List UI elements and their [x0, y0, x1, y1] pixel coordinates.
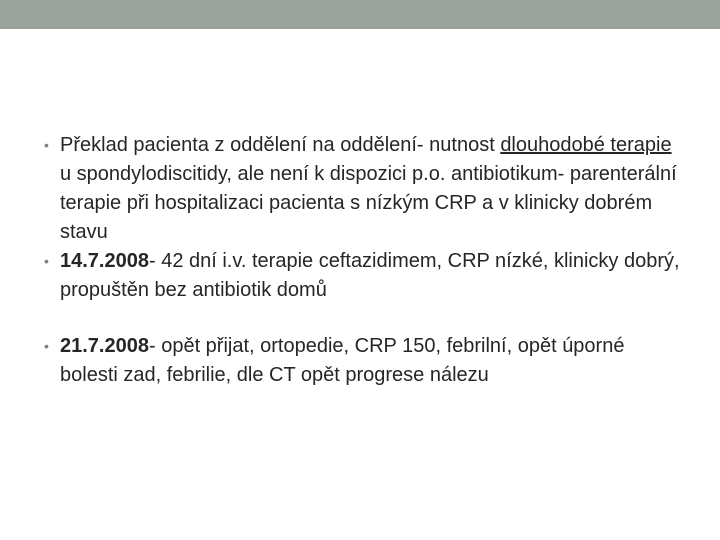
bullet-text-part2: u spondylodiscitidy, ale není k dispozici p.o. antibiotikum- parenterální terapie při hospitalizaci pacienta s nízkým CRP a v klinicky dobrém stavu — [60, 163, 677, 243]
bullet-text-underlined: dlouhodobé terapie — [500, 134, 672, 156]
bullet-marker: • — [44, 137, 49, 153]
bullet-marker: • — [44, 338, 49, 354]
bullet-date: 14.7.2008 — [60, 250, 149, 272]
bullet-item-transfer — [44, 131, 684, 247]
top-accent-bar — [0, 0, 720, 29]
bullet-text: - 42 dní i.v. terapie ceftazidimem, CRP nízké, klinicky dobrý, propuštěn bez antibiotik domů — [60, 250, 680, 301]
bullet-date: 21.7.2008 — [60, 335, 149, 357]
bullet-item-first-date — [44, 247, 684, 305]
slide-body — [44, 131, 684, 390]
bullet-text-part1: Překlad pacienta z oddělení na oddělení- nutnost — [60, 134, 501, 156]
bullet-marker: • — [44, 253, 49, 269]
bullet-item-second-date — [44, 332, 684, 390]
bullet-text: - opět přijat, ortopedie, CRP 150, febrilní, opět úporné bolesti zad, febrilie, dle CT opět progrese nálezu — [60, 335, 625, 386]
